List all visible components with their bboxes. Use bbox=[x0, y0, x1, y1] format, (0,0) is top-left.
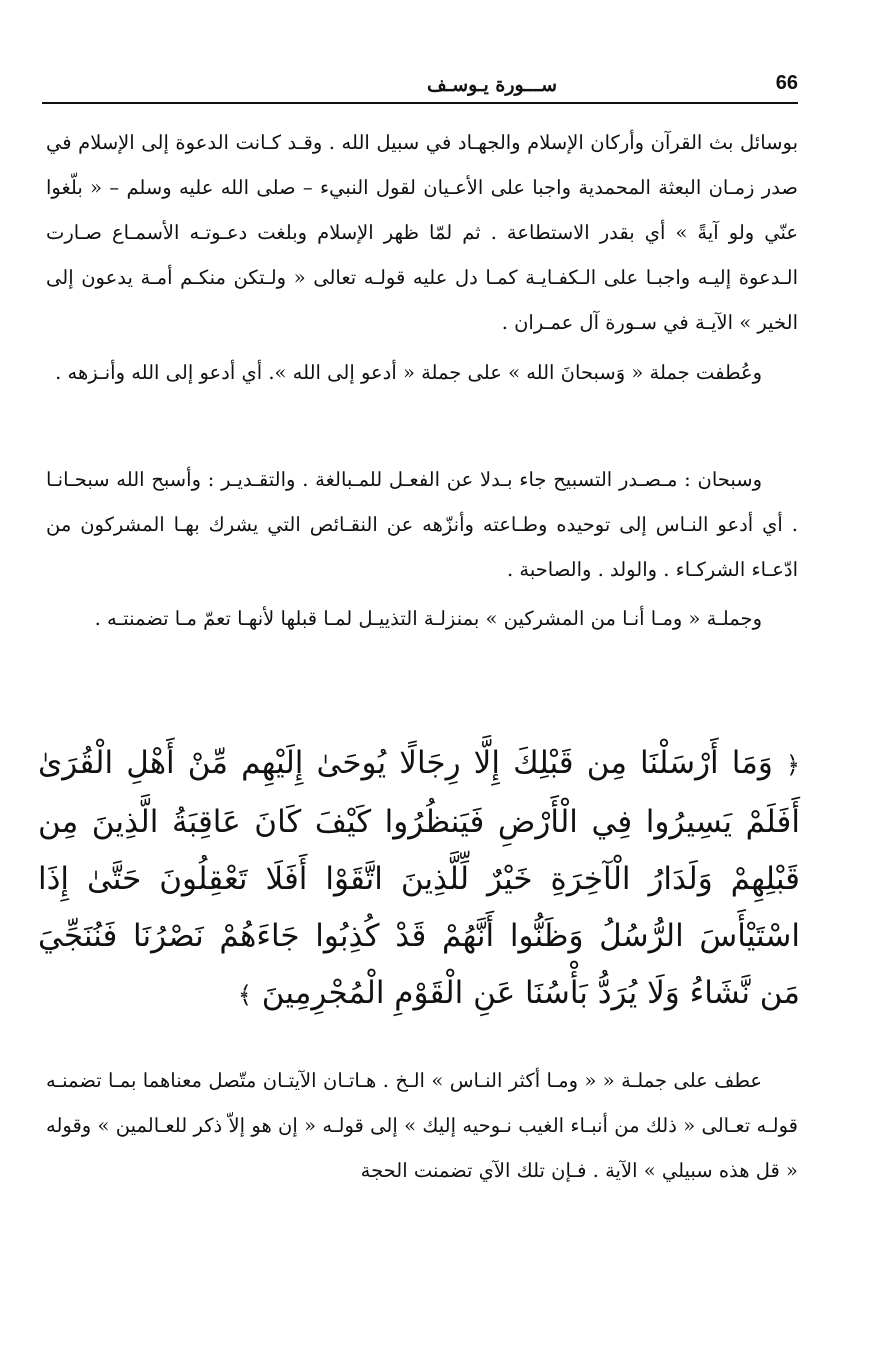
paragraph-3-text: وسبحان : مـصـدر التسبيح جاء بـدلا عن الفعـل للمـبالغة . والتقـديـر : وأسبح الله سبحـانـا . أي أدعو النـاس إلى توحيده وطـاعته وأنزّهه عن النقـائص التي يشرك بهـا المشركون من ادّعـاء الشركـاء . والولد . والصاحبة . bbox=[46, 468, 798, 581]
paragraph-1: بوسائل بث القرآن وأركان الإسلام والجهـاد في سبيل الله . وقـد كـانت الدعوة إلى الإسلام في صدر زمـان البعثة المحمدية واجبا على الأعـيان لقول النبيء – صلى الله عليه وسلم – « بلّغوا عنّي ولو آيةً » أي بقدر الاستطاعة . ثم لمّا ظهر الإسلام وبلغت دعـوتـه الأسمـاع صـارت الـدعوة إليـه واجبـا على الـكفـايـة كمـا دل عليه قولـه تعالى « ولـتكن منكـم أمـة يدعون إلى الخير » الآيـة في سـورة آل عمـران . bbox=[46, 131, 798, 334]
verse-text: وَمَا أَرْسَلْنَا مِن قَبْلِكَ إِلَّا رِجَالًا يُوحَىٰ إِلَيْهِم مِّنْ أَهْلِ الْقُرَىٰ أَفَلَمْ يَسِيرُوا فِي الْأَرْضِ فَيَنظُرُوا كَيْفَ كَانَ عَاقِبَةُ الَّذِينَ مِن قَبْلِهِمْ وَلَدَارُ الْآخِرَةِ خَيْرٌ لِّلَّذِينَ اتَّقَوْا أَفَلَا تَعْقِلُونَ حَتَّىٰ إِذَا اسْتَيْأَسَ الرُّسُلُ وَظَنُّوا أَنَّهُمْ قَدْ كُذِبُوا جَاءَهُمْ نَصْرُنَا فَنُنَجِّيَ مَن نَّشَاءُ وَلَا يُرَدُّ بَأْسُنَا عَنِ الْقَوْمِ الْمُجْرِمِينَ bbox=[38, 745, 800, 1011]
paragraph-5 bbox=[46, 1058, 798, 1193]
running-title: ســـورة يـوسـف bbox=[426, 74, 557, 96]
paragraph-3 bbox=[46, 457, 798, 592]
paragraph-4 bbox=[46, 596, 798, 641]
paragraph-2 bbox=[46, 350, 798, 395]
paragraph-5-text: عطف على جملـة « « ومـا أكثر النـاس » الـخ . هـاتـان الآيتـان متّصل معناهما بمـا تضمنـه قولـه تعـالى « ذلك من أنبـاء الغيب نـوحيه إليك » إلى قولـه « إن هو إلاّ ذكر للعـالمين » وقوله « قل هذه سبيلي » الآية . فـإن تلك الآي تضمنت الحجة bbox=[46, 1069, 798, 1182]
verse-close-bracket: ﴾ bbox=[237, 981, 252, 1009]
page-number: 66 bbox=[775, 72, 798, 94]
page-header bbox=[42, 66, 798, 104]
verse-open-bracket: ﴿ bbox=[785, 751, 800, 779]
quran-verse bbox=[38, 735, 800, 1024]
paragraph-2-text: وعُطفت جملة « وَسبحانَ الله » على جملة « أدعو إلى الله ». أي أدعو إلى الله وأنـزهه . bbox=[55, 361, 762, 384]
paragraph-4-text: وجملـة « ومـا أنـا من المشركين » بمنزلـة التذييـل لمـا قبلها لأنهـا تعمّ مـا تضمنتـه . bbox=[94, 607, 762, 630]
